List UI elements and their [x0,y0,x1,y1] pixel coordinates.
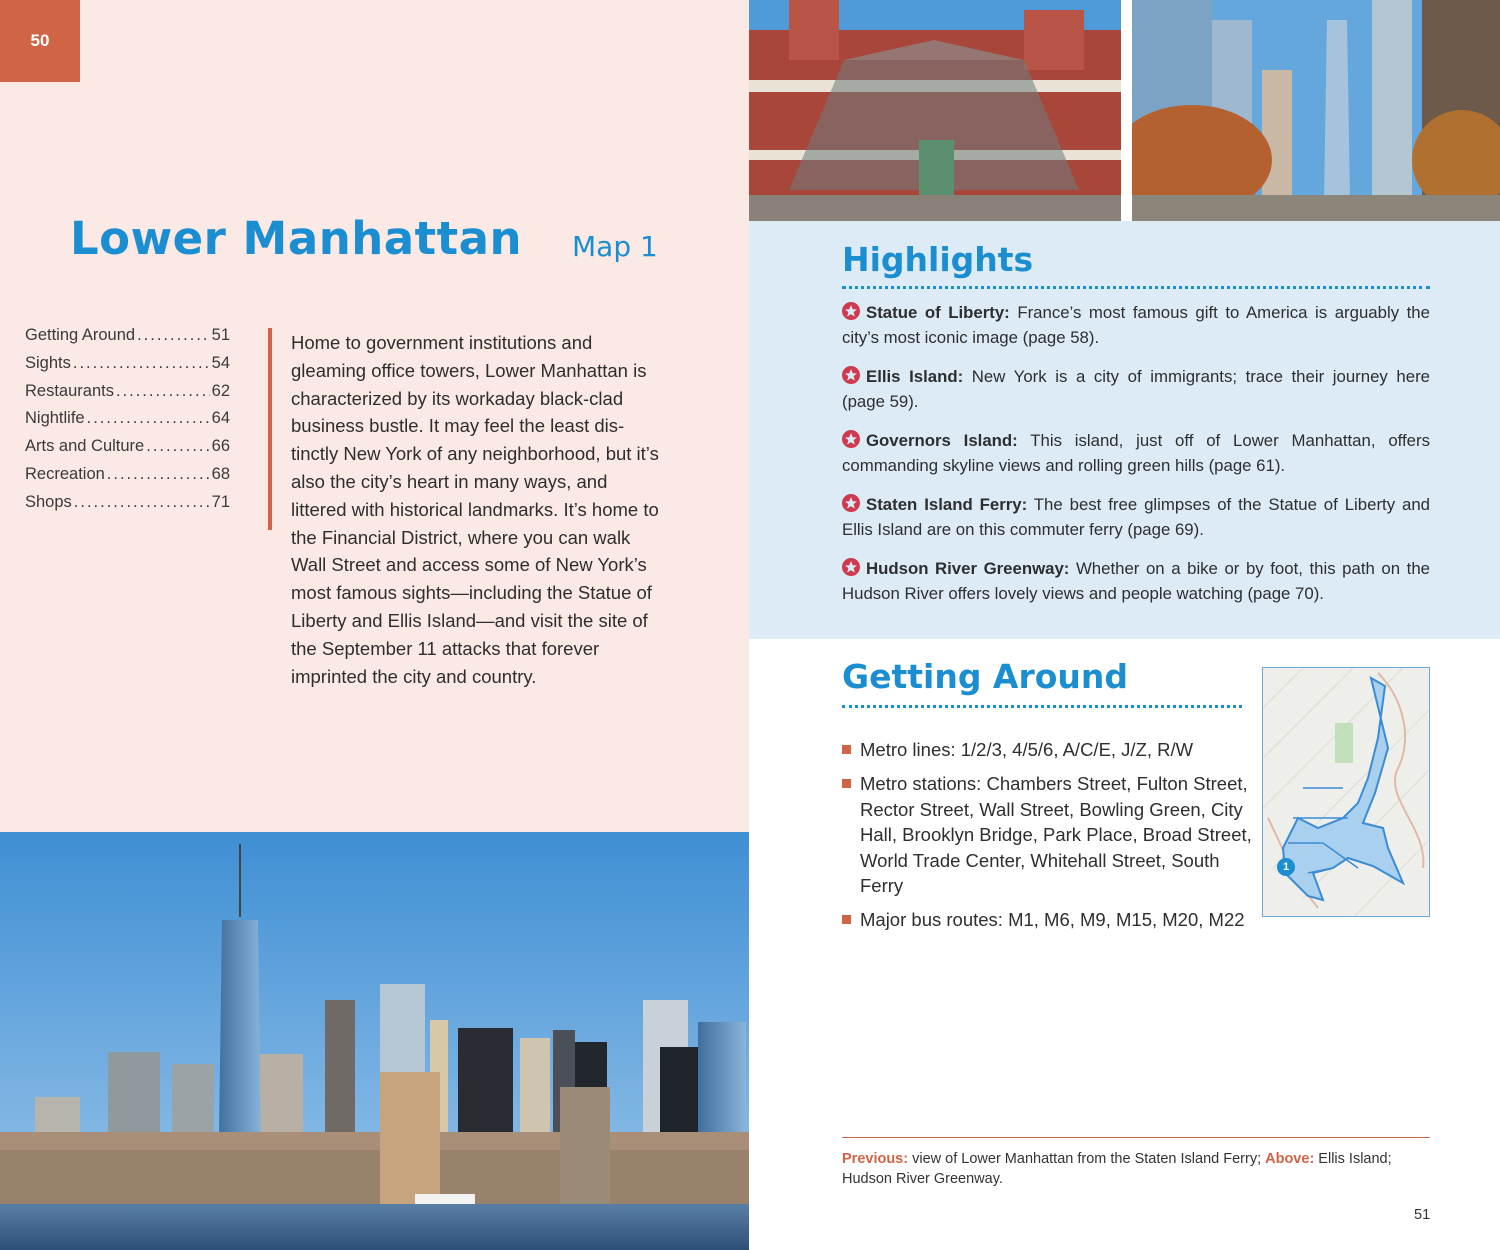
highlight-name[interactable]: Ellis Island: [866,367,964,386]
list-item [842,907,1262,932]
getting-around-list [842,737,1262,942]
chapter-title: Lower Manhattan [70,212,523,265]
toc-item-recreation[interactable] [25,465,230,493]
highlight-item [842,556,1430,606]
map-reference[interactable]: Map 1 [572,230,658,263]
highlight-description: New York is a city of immigrants; trace their journey here (page 59). [842,367,1430,411]
toc-label: Recreation [25,464,105,483]
skyline-photo [0,832,749,1250]
bus-routes-text: Major bus routes: M1, M6, M9, M15, M20, M22 [860,909,1245,931]
toc-label: Getting Around [25,326,136,344]
page-number: 51 [1414,1207,1431,1223]
toc-label: Restaurants [25,381,114,400]
left-page [0,0,749,1250]
highlight-name[interactable]: Staten Island Ferry: [866,495,1028,514]
star-icon [842,558,860,576]
list-item [842,771,1262,898]
metro-lines-text: Metro lines: 1/2/3, 4/5/6, A/C/E, J/Z, R/W [860,739,1194,760]
highlights-divider [842,286,1430,289]
locator-map[interactable] [1262,667,1430,917]
toc-item-arts-and-culture[interactable] [25,437,230,465]
hudson-river-greenway-photo [1132,0,1500,221]
highlight-description: This island, just off of Lower Manhattan, offers commanding skyline views and rolling green hills (page 61). [842,431,1430,475]
photo-caption [842,1149,1430,1189]
highlight-item [842,428,1430,478]
toc-leader [107,465,210,484]
toc-label: Arts and Culture [25,437,145,456]
highlight-description: The best free glimpses of the Statue of Liberty and Ellis Island are on this commuter ferry (page 69). [842,495,1431,539]
intro-paragraph: Home to government institutions and gleaming office towers, Lower Manhattan is characterized by its workaday black-clad business bustle. It may feel the least dis-tinctly New York of any neighborhood, but it’s also the city’s heart in many ways, and littered with historical landmarks. It’s home to the Financial District, where you can walk Wall Street and access some of New York’s most famous sights—including the Statue of Liberty and Ellis Island—and visit the site of the September 11 attacks that forever imprinted the city and country. [291,332,659,687]
toc-leader [87,409,210,428]
caption-above-text: Ellis Island; Hudson River Greenway. [842,1151,1392,1187]
intro-accent-rule [268,328,272,530]
getting-around-heading: Getting Around [842,657,1129,696]
toc-page: 71 [211,492,230,511]
toc-page: 62 [211,381,230,400]
caption-above-label: Above: [1265,1151,1315,1167]
star-icon [842,366,860,384]
toc-page: 54 [211,353,230,372]
caption-previous-label: Previous: [842,1151,909,1167]
square-bullet-icon [842,779,851,788]
highlight-item [842,300,1430,350]
highlight-item [842,492,1430,542]
toc-page: 64 [211,409,230,428]
toc-leader [73,354,210,373]
highlights-list [842,300,1430,620]
star-icon [842,494,860,512]
caption-previous-text: view of Lower Manhattan from the Staten Island Ferry; [908,1151,1266,1167]
highlight-name[interactable]: Hudson River Greenway: [866,559,1070,578]
toc-leader [137,326,210,345]
toc-item-shops[interactable] [25,493,230,521]
toc-item-nightlife[interactable] [25,409,230,437]
toc-label: Sights [25,353,71,372]
highlight-name[interactable]: Statue of Liberty: [866,303,1010,322]
toc-page: 51 [211,326,230,344]
page-number-tab: 50 [0,0,80,82]
highlight-description: France’s most famous gift to America is arguably the city’s most iconic image (page 58). [842,303,1430,347]
highlight-item [842,364,1430,414]
metro-stations-text: Metro stations: Chambers Street, Fulton Street, Rector Street, Wall Street, Bowling Green, City Hall, Brooklyn Bridge, Park Place, Broad Street, World Trade Center, Whitehall Street, South Ferry [860,773,1252,897]
toc-leader [146,437,209,456]
right-page [749,0,1500,1250]
star-icon [842,302,860,320]
highlights-heading: Highlights [842,240,1034,279]
chapter-contents [25,326,230,521]
getting-around-divider [842,705,1242,708]
star-icon [842,430,860,448]
ellis-island-photo [749,0,1121,221]
toc-item-sights[interactable] [25,354,230,382]
toc-label: Nightlife [25,409,85,428]
toc-item-restaurants[interactable] [25,382,230,410]
toc-leader [74,493,210,512]
highlight-name[interactable]: Governors Island: [866,431,1018,450]
toc-page: 68 [211,464,230,483]
caption-divider [842,1137,1430,1138]
manhattan-map-icon [1263,668,1430,917]
highlight-description: Whether on a bike or by foot, this path on the Hudson River offers lovely views and people watching (page 70). [842,559,1430,603]
list-item [842,737,1262,762]
square-bullet-icon [842,745,851,754]
toc-leader [116,382,210,401]
square-bullet-icon [842,915,851,924]
map-marker[interactable]: 1 [1277,858,1295,876]
toc-item-getting-around[interactable] [25,326,230,354]
toc-page: 66 [211,437,230,456]
toc-label: Shops [25,492,72,511]
